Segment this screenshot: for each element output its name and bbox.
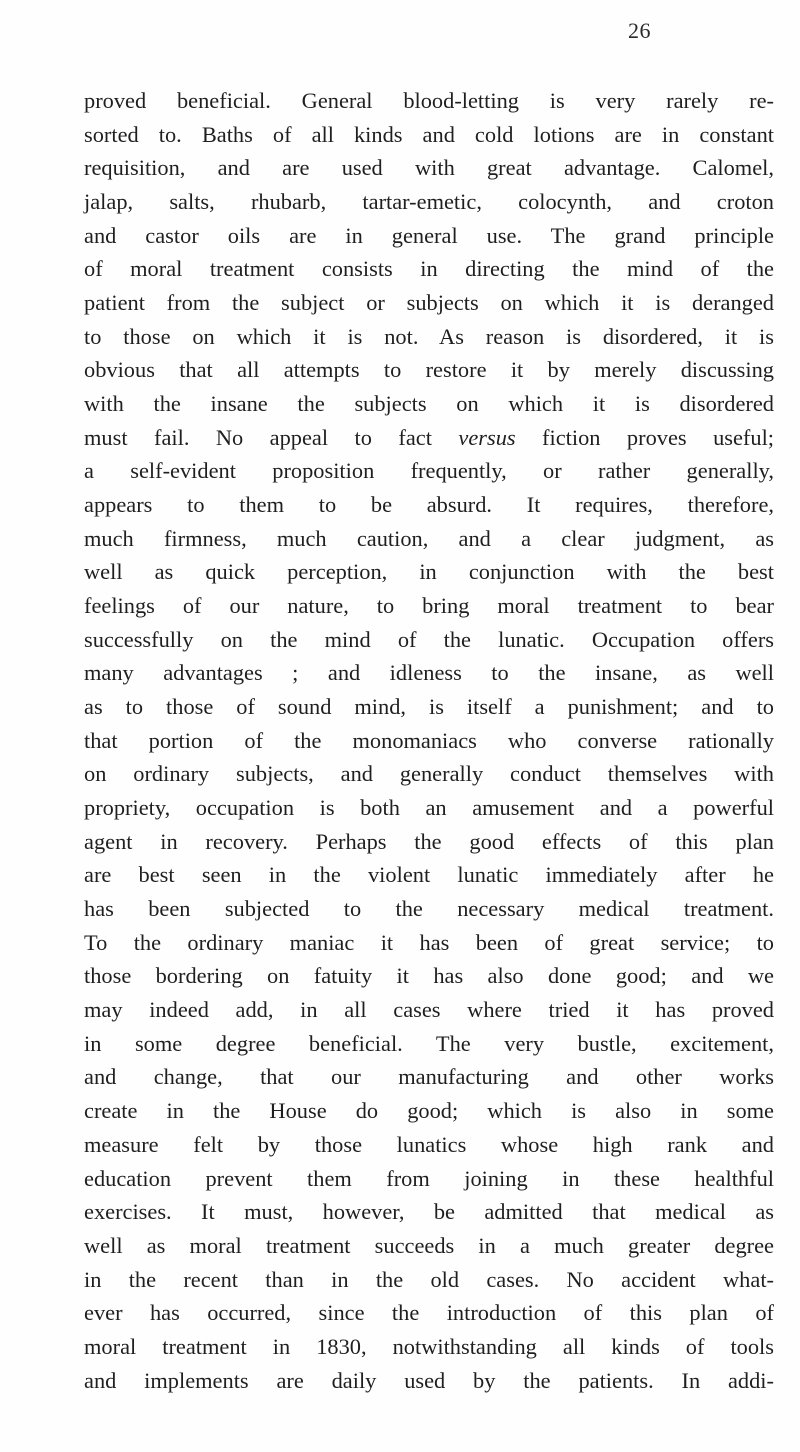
text-line: as to those of sound mind, is itself a punishment; and to xyxy=(84,694,774,720)
text-line: those bordering on fatuity it has also done good; and we xyxy=(84,963,774,989)
text-line: well as quick perception, in conjunction with the best xyxy=(84,559,774,585)
body-text xyxy=(84,84,774,1397)
text-line: a self-evident proposition frequently, or rather generally, xyxy=(84,458,774,484)
italic-word: versus xyxy=(458,424,516,450)
text-line: obvious that all attempts to restore it by merely discussing xyxy=(84,357,774,383)
text-line: and castor oils are in general use. The grand principle xyxy=(84,222,774,248)
text-line: that portion of the monomaniacs who converse rationally xyxy=(84,727,774,753)
page-number: 26 xyxy=(628,18,651,43)
text-line: agent in recovery. Perhaps the good effects of this plan xyxy=(84,828,774,854)
text-line: are best seen in the violent lunatic immediately after he xyxy=(84,862,774,888)
text-line: may indeed add, in all cases where tried it has proved xyxy=(84,997,774,1023)
text-line: To the ordinary maniac it has been of great service; to xyxy=(84,929,774,955)
text-line: many advantages ; and idleness to the insane, as well xyxy=(84,660,774,686)
text-line: measure felt by those lunatics whose high rank and xyxy=(84,1131,774,1157)
text-line: jalap, salts, rhubarb, tartar-emetic, colocynth, and croton xyxy=(84,189,774,215)
text-line: appears to them to be absurd. It requires, therefore, xyxy=(84,492,774,518)
text-line: patient from the subject or subjects on which it is deranged xyxy=(84,290,774,316)
text-line: ever has occurred, since the introduction of this plan of xyxy=(84,1300,774,1326)
text-line: on ordinary subjects, and generally conduct themselves with xyxy=(84,761,774,787)
text-line: must fail. No appeal to fact versus fiction proves useful; xyxy=(84,424,775,450)
text-line: and change, that our manufacturing and other works xyxy=(84,1064,774,1090)
text-line: create in the House do good; which is also in some xyxy=(84,1098,774,1124)
text-line: moral treatment in 1830, notwithstanding all kinds of tools xyxy=(84,1333,774,1359)
text-line: and implements are daily used by the patients. In addi- xyxy=(84,1367,774,1393)
text-line: has been subjected to the necessary medical treatment. xyxy=(84,896,774,922)
text-line: of moral treatment consists in directing the mind of the xyxy=(84,256,774,282)
text-line: successfully on the mind of the lunatic. Occupation offers xyxy=(84,626,774,652)
text-line: feelings of our nature, to bring moral treatment to bear xyxy=(84,593,774,619)
text-line: proved beneficial. General blood-letting is very rarely re- xyxy=(84,88,774,113)
text-line: well as moral treatment succeeds in a much greater degree xyxy=(84,1232,774,1258)
text-line: sorted to. Baths of all kinds and cold lotions are in constant xyxy=(84,121,774,147)
text-line: exercises. It must, however, be admitted that medical as xyxy=(84,1199,774,1225)
text-line: requisition, and are used with great advantage. Calomel, xyxy=(84,155,774,181)
text-line: education prevent them from joining in these healthful xyxy=(84,1165,774,1191)
text-line: propriety, occupation is both an amusement and a powerful xyxy=(84,795,774,821)
text-line: much firmness, much caution, and a clear judgment, as xyxy=(84,525,774,551)
text-line: to those on which it is not. As reason is disordered, it is xyxy=(84,323,774,349)
text-line: in some degree beneficial. The very bustle, excitement, xyxy=(84,1030,774,1056)
text-line: with the insane the subjects on which it is disordered xyxy=(84,391,774,417)
text-line: in the recent than in the old cases. No accident what- xyxy=(84,1266,774,1292)
